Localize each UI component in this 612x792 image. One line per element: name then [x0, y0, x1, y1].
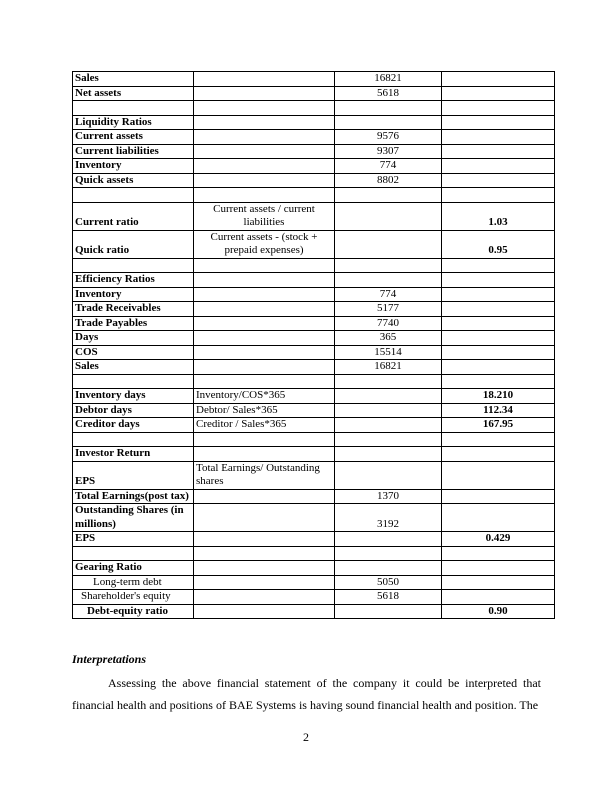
value-cell: [335, 389, 442, 404]
formula-cell: Debtor/ Sales*365: [194, 403, 335, 418]
result-cell: [442, 461, 555, 489]
table-row: [73, 561, 555, 576]
result-cell: [442, 360, 555, 375]
row-label: Creditor days: [73, 418, 194, 433]
row-label: Sales: [73, 360, 194, 375]
table-row: [73, 403, 555, 418]
value-cell: [335, 432, 442, 447]
row-label: Quick ratio: [73, 230, 194, 258]
formula-cell: [194, 345, 335, 360]
row-label: Total Earnings(post tax): [73, 489, 194, 504]
result-cell: [442, 331, 555, 346]
formula-cell: [194, 302, 335, 317]
result-cell: [442, 590, 555, 605]
value-cell: [335, 447, 442, 462]
row-label: Efficiency Ratios: [73, 273, 194, 288]
value-cell: 365: [335, 331, 442, 346]
value-cell: [335, 532, 442, 547]
table-row: [73, 287, 555, 302]
formula-cell: [194, 489, 335, 504]
page-number: 2: [303, 730, 309, 744]
formula-cell: [194, 331, 335, 346]
table-row: [73, 447, 555, 462]
row-label: Trade Receivables: [73, 302, 194, 317]
result-cell: [442, 432, 555, 447]
value-cell: [335, 418, 442, 433]
formula-cell: [194, 316, 335, 331]
table-row: [73, 504, 555, 532]
value-cell: [335, 403, 442, 418]
table-row: [73, 230, 555, 258]
row-label: Shareholder's equity: [73, 590, 194, 605]
result-cell: [442, 489, 555, 504]
value-cell: 1370: [335, 489, 442, 504]
formula-cell: [194, 188, 335, 203]
row-label: [73, 432, 194, 447]
table-row: [73, 532, 555, 547]
table-row: [73, 418, 555, 433]
value-cell: 7740: [335, 316, 442, 331]
result-cell: [442, 115, 555, 130]
formula-cell: [194, 504, 335, 532]
value-cell: 16821: [335, 72, 442, 87]
financial-ratios-table: [72, 71, 555, 619]
formula-cell: [194, 590, 335, 605]
table-row: [73, 389, 555, 404]
row-label: Inventory: [73, 287, 194, 302]
formula-cell: Current assets - (stock + prepaid expenses): [194, 230, 335, 258]
formula-cell: Creditor / Sales*365: [194, 418, 335, 433]
row-label: Inventory days: [73, 389, 194, 404]
value-cell: [335, 258, 442, 273]
row-label: Current ratio: [73, 202, 194, 230]
table-row: [73, 345, 555, 360]
result-cell: [442, 86, 555, 101]
result-cell: [442, 447, 555, 462]
value-cell: [335, 101, 442, 116]
table-row: [73, 302, 555, 317]
row-label: COS: [73, 345, 194, 360]
row-label: Inventory: [73, 159, 194, 174]
formula-cell: [194, 130, 335, 145]
table-row: [73, 489, 555, 504]
formula-cell: Total Earnings/ Outstanding shares: [194, 461, 335, 489]
formula-cell: [194, 287, 335, 302]
value-cell: 774: [335, 159, 442, 174]
row-label: Gearing Ratio: [73, 561, 194, 576]
result-cell: 0.95: [442, 230, 555, 258]
formula-cell: [194, 360, 335, 375]
result-cell: [442, 374, 555, 389]
row-label: Current assets: [73, 130, 194, 145]
result-cell: [442, 159, 555, 174]
table-row: [73, 432, 555, 447]
formula-cell: [194, 546, 335, 561]
table-row: [73, 331, 555, 346]
result-cell: [442, 72, 555, 87]
result-cell: [442, 188, 555, 203]
formula-cell: [194, 532, 335, 547]
value-cell: 774: [335, 287, 442, 302]
table-row: [73, 273, 555, 288]
row-label: Quick assets: [73, 173, 194, 188]
result-cell: [442, 144, 555, 159]
formula-cell: Current assets / current liabilities: [194, 202, 335, 230]
formula-cell: [194, 115, 335, 130]
result-cell: [442, 173, 555, 188]
value-cell: 8802: [335, 173, 442, 188]
result-cell: 1.03: [442, 202, 555, 230]
result-cell: [442, 101, 555, 116]
result-cell: [442, 561, 555, 576]
value-cell: 15514: [335, 345, 442, 360]
table-row: [73, 101, 555, 116]
value-cell: [335, 461, 442, 489]
result-cell: [442, 302, 555, 317]
formula-cell: [194, 173, 335, 188]
result-cell: [442, 546, 555, 561]
table-row: [73, 188, 555, 203]
value-cell: 5050: [335, 575, 442, 590]
result-cell: [442, 316, 555, 331]
formula-cell: [194, 86, 335, 101]
value-cell: [335, 202, 442, 230]
result-cell: 0.90: [442, 604, 555, 619]
value-cell: [335, 374, 442, 389]
formula-cell: [194, 604, 335, 619]
result-cell: 112.34: [442, 403, 555, 418]
table-row: [73, 202, 555, 230]
result-cell: [442, 504, 555, 532]
value-cell: [335, 188, 442, 203]
row-label: Debtor days: [73, 403, 194, 418]
formula-cell: Inventory/COS*365: [194, 389, 335, 404]
formula-cell: [194, 561, 335, 576]
value-cell: 9307: [335, 144, 442, 159]
formula-cell: [194, 273, 335, 288]
value-cell: [335, 546, 442, 561]
body-paragraph: Assessing the above financial statement of the company it could be interpreted that financial health and positions of BAE Systems is having sound financial health and position. The: [72, 676, 541, 712]
value-cell: 3192: [335, 504, 442, 532]
row-label: [73, 188, 194, 203]
formula-cell: [194, 258, 335, 273]
result-cell: 167.95: [442, 418, 555, 433]
formula-cell: [194, 101, 335, 116]
value-cell: 16821: [335, 360, 442, 375]
table-row: [73, 258, 555, 273]
value-cell: 9576: [335, 130, 442, 145]
row-label: [73, 546, 194, 561]
formula-cell: [194, 374, 335, 389]
result-cell: [442, 287, 555, 302]
row-label: [73, 374, 194, 389]
value-cell: 5618: [335, 86, 442, 101]
row-label: Investor Return: [73, 447, 194, 462]
row-label: Days: [73, 331, 194, 346]
table-row: [73, 374, 555, 389]
table-row: [73, 130, 555, 145]
table-row: [73, 115, 555, 130]
value-cell: 5618: [335, 590, 442, 605]
section-heading: Interpretations: [72, 652, 147, 666]
value-cell: [335, 604, 442, 619]
result-cell: [442, 345, 555, 360]
result-cell: 18.210: [442, 389, 555, 404]
table-row: [73, 144, 555, 159]
table-row: [73, 546, 555, 561]
row-label: EPS: [73, 532, 194, 547]
row-label: Outstanding Shares (in millions): [73, 504, 194, 532]
table-row: [73, 173, 555, 188]
row-label: [73, 101, 194, 116]
row-label: Liquidity Ratios: [73, 115, 194, 130]
result-cell: [442, 575, 555, 590]
result-cell: [442, 130, 555, 145]
row-label: Net assets: [73, 86, 194, 101]
row-label: Sales: [73, 72, 194, 87]
formula-cell: [194, 72, 335, 87]
table-row: [73, 590, 555, 605]
table-row: [73, 72, 555, 87]
value-cell: [335, 230, 442, 258]
row-label: [73, 258, 194, 273]
value-cell: [335, 273, 442, 288]
table-row: [73, 159, 555, 174]
row-label: Long-term debt: [73, 575, 194, 590]
formula-cell: [194, 447, 335, 462]
table-row: [73, 316, 555, 331]
value-cell: [335, 561, 442, 576]
formula-cell: [194, 144, 335, 159]
value-cell: [335, 115, 442, 130]
row-label: Current liabilities: [73, 144, 194, 159]
table-row: [73, 360, 555, 375]
table-row: [73, 86, 555, 101]
formula-cell: [194, 159, 335, 174]
table-row: [73, 461, 555, 489]
formula-cell: [194, 432, 335, 447]
table-row: [73, 604, 555, 619]
value-cell: 5177: [335, 302, 442, 317]
formula-cell: [194, 575, 335, 590]
result-cell: [442, 258, 555, 273]
row-label: EPS: [73, 461, 194, 489]
row-label: Debt-equity ratio: [73, 604, 194, 619]
table-row: [73, 575, 555, 590]
result-cell: 0.429: [442, 532, 555, 547]
row-label: Trade Payables: [73, 316, 194, 331]
result-cell: [442, 273, 555, 288]
